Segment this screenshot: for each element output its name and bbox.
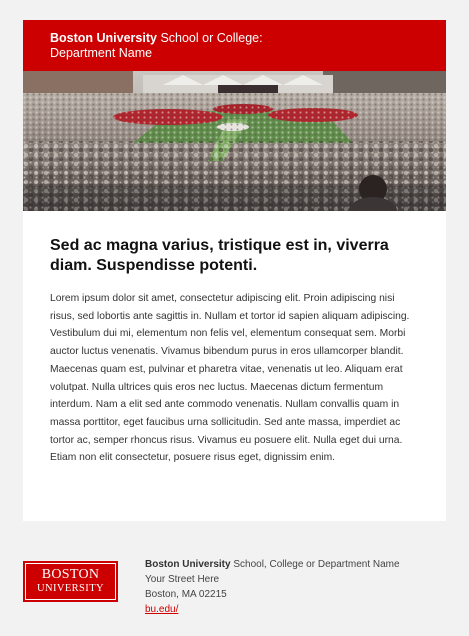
logo-line1: BOSTON	[41, 567, 100, 582]
article-headline: Sed ac magna varius, tristique est in, viverra diam. Suspendisse potenti.	[50, 237, 389, 274]
header-org-line	[50, 31, 446, 46]
article	[23, 211, 446, 467]
footer-street: Your Street Here	[145, 574, 220, 585]
article-body: Lorem ipsum dolor sit amet, consectetur adipiscing elit. Proin adipiscing nisi risus, sed lobortis ante sagittis in. Nullam et tortor id sapien aliquam adipiscing. Vestibulum dui mi, elementum non felis vel, elementum consequat sem. Morbi auctor luctus venenatis. Vivamus bibendum purus in eros ullamcorper blandit. Maecenas quam est, pulvinar et pharetra vitae, venenatis ut leo. Aliquam erat volutpat. Nulla ultrices quis eros nec luctus. Maecenas dictum fermentum interdum. Nam a elit sed ante commodo venenatis. Nullam convallis quam in massa porttitor, eget faucibus urna sollicitudin. Sed ante massa, imperdiet ac tortor ac, semper rhoncus risus. Vivamus eu posuere elit. Nulla eget dui urna. Etiam non elit consectetur, posuere risus eget, dignissim enim.	[50, 293, 410, 464]
footer-website-link[interactable]: bu.edu/	[145, 604, 179, 615]
bu-logo[interactable]	[23, 561, 118, 602]
bu-logo-frame	[25, 563, 116, 600]
footer-city: Boston, MA 02215	[145, 589, 227, 600]
header-department: Department Name	[50, 46, 153, 60]
header-org-name: Boston University	[50, 31, 157, 45]
footer-org-line	[145, 557, 400, 572]
hero-image	[23, 71, 446, 211]
footer-org-suffix: School, College or Department Name	[230, 559, 400, 570]
hero-photo	[23, 71, 446, 211]
footer-org-name: Boston University	[145, 559, 231, 570]
email-footer	[23, 557, 446, 627]
email-header	[23, 20, 446, 71]
logo-line2: UNIVERSITY	[37, 583, 104, 594]
footer-address	[145, 557, 400, 617]
email-card	[23, 20, 446, 521]
header-org-suffix: School or College:	[156, 31, 263, 45]
